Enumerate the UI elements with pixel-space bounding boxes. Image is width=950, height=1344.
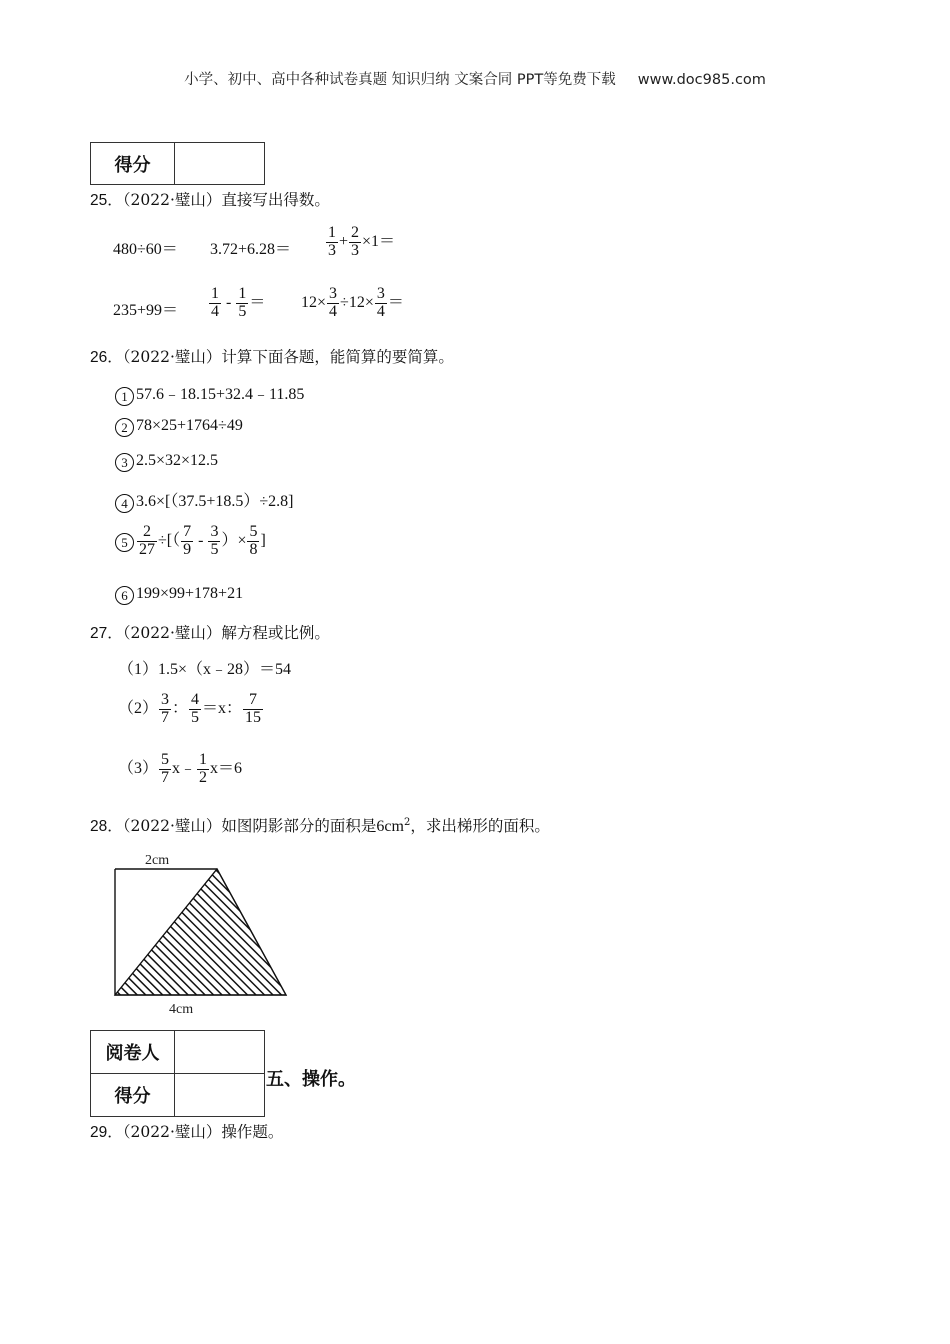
fraction: $\frac{2}{3}$ <box>351 224 360 259</box>
question-number: 29． <box>90 1124 123 1141</box>
fraction: $\frac{7}{15}$ <box>245 691 262 726</box>
top-base-label: 2cm <box>145 853 170 868</box>
fraction: $\frac{4}{5}$ <box>191 691 200 726</box>
bottom-base-label: 4cm <box>169 1002 194 1017</box>
q27-item-2: （2） $\frac{3}{7}$ ： $\frac{4}{5}$ ＝x： $\frac{7}{15}$ <box>118 691 262 726</box>
score-field[interactable] <box>175 1074 265 1117</box>
reviewer-field[interactable] <box>175 1031 265 1074</box>
circled-number: 2 <box>115 418 134 437</box>
q25-item-b: 3.72+6.28＝ <box>210 241 292 258</box>
q27-item-1: （1）1.5×（x﹣28）＝54 <box>118 661 292 678</box>
q25-item-a: 480÷60＝ <box>113 241 178 258</box>
fraction: $\frac{1}{4}$ <box>211 285 219 320</box>
question-prompt: 直接写出得数。 <box>221 191 330 209</box>
page-header <box>0 68 950 89</box>
question-prompt: 操作题。 <box>221 1123 284 1141</box>
fraction: $\frac{1}{3}$ <box>328 224 336 259</box>
question-number: 28． <box>90 818 123 835</box>
circled-number: 5 <box>115 533 134 552</box>
q25-item-f: 12× $\frac{3}{4}$ ÷12× $\frac{3}{4}$ ＝ <box>301 285 404 320</box>
question-26-title <box>90 345 454 367</box>
q27-item-3: （3） $\frac{5}{7}$ x﹣ $\frac{1}{2}$ x＝6 <box>118 751 243 786</box>
question-number: 27． <box>90 625 123 642</box>
reviewer-score-box <box>90 1030 265 1117</box>
question-source: （2022·璧山） <box>122 348 222 366</box>
question-source: （2022·璧山） <box>122 817 222 835</box>
score-field[interactable] <box>175 143 265 185</box>
question-28-title: 28．（2022·璧山）如图阴影部分的面积是$6cm^2$，求出梯形的面积。 <box>90 816 550 835</box>
question-source: （2022·璧山） <box>122 624 222 642</box>
q25-item-d: 235+99＝ <box>113 302 179 319</box>
circled-number: 4 <box>115 494 134 513</box>
question-source: （2022·璧山） <box>122 1123 222 1141</box>
question-prompt: 解方程或比例。 <box>221 624 330 642</box>
q25-item-e: $\frac{1}{4}$ - $\frac{1}{5}$ ＝ <box>211 285 266 320</box>
question-number: 25． <box>90 192 123 209</box>
fraction: $\frac{2}{27}$ <box>139 523 155 558</box>
score-label: 得分 <box>91 1074 175 1117</box>
fraction: $\frac{7}{9}$ <box>183 523 192 558</box>
question-number: 26． <box>90 349 123 366</box>
score-box <box>90 142 265 185</box>
q26-item-1: 1 57.6﹣18.15+32.4﹣11.85 <box>115 381 304 406</box>
q25-item-c: $\frac{1}{3}$ + $\frac{2}{3}$ ×1＝ <box>328 224 396 259</box>
question-29-title <box>90 1120 283 1142</box>
area-value: 6cm <box>376 818 404 835</box>
question-prompt: 如图阴影部分的面积是 <box>221 817 377 835</box>
section-title: 五、操作。 <box>266 1069 356 1090</box>
q26-item-4: 4 3.6×[（37.5+18.5）÷2.8] <box>115 488 294 513</box>
reviewer-label: 阅卷人 <box>91 1031 175 1074</box>
score-label: 得分 <box>91 143 175 185</box>
fraction: $\frac{3}{5}$ <box>210 523 219 558</box>
area-exponent: 2 <box>403 816 411 828</box>
circled-number: 1 <box>115 387 134 406</box>
q26-item-6: 6 199×99+178+21 <box>115 585 243 605</box>
trapezoid-figure <box>105 845 305 1020</box>
fraction: $\frac{5}{8}$ <box>249 523 258 558</box>
fraction: $\frac{3}{7}$ <box>161 691 170 726</box>
circled-number: 6 <box>115 586 134 605</box>
header-site-link[interactable]: www.doc985.com <box>637 72 766 88</box>
fraction: $\frac{3}{4}$ <box>376 285 385 320</box>
fraction: $\frac{1}{5}$ <box>238 285 247 320</box>
header-text: 小学、初中、高中各种试卷真题 知识归纳 文案合同 PPT等免费下载 <box>184 72 616 88</box>
q26-item-5: 5 $\frac{2}{27}$ ÷[（ $\frac{7}{9}$ - $\frac{3}{5}$ ）× $\frac{5}{8}$ ] <box>115 524 266 559</box>
question-source: （2022·璧山） <box>122 191 222 209</box>
question-27-title <box>90 621 330 643</box>
question-25-title <box>90 188 330 210</box>
fraction: $\frac{1}{2}$ <box>199 751 208 786</box>
shaded-triangle <box>115 869 286 995</box>
question-prompt: 计算下面各题，能简算的要简算。 <box>221 348 454 366</box>
fraction: $\frac{3}{4}$ <box>329 285 338 320</box>
q26-item-2: 2 78×25+1764÷49 <box>115 417 243 437</box>
q26-item-3: 3 2.5×32×12.5 <box>115 452 218 472</box>
circled-number: 3 <box>115 453 134 472</box>
fraction: $\frac{5}{7}$ <box>161 751 170 786</box>
